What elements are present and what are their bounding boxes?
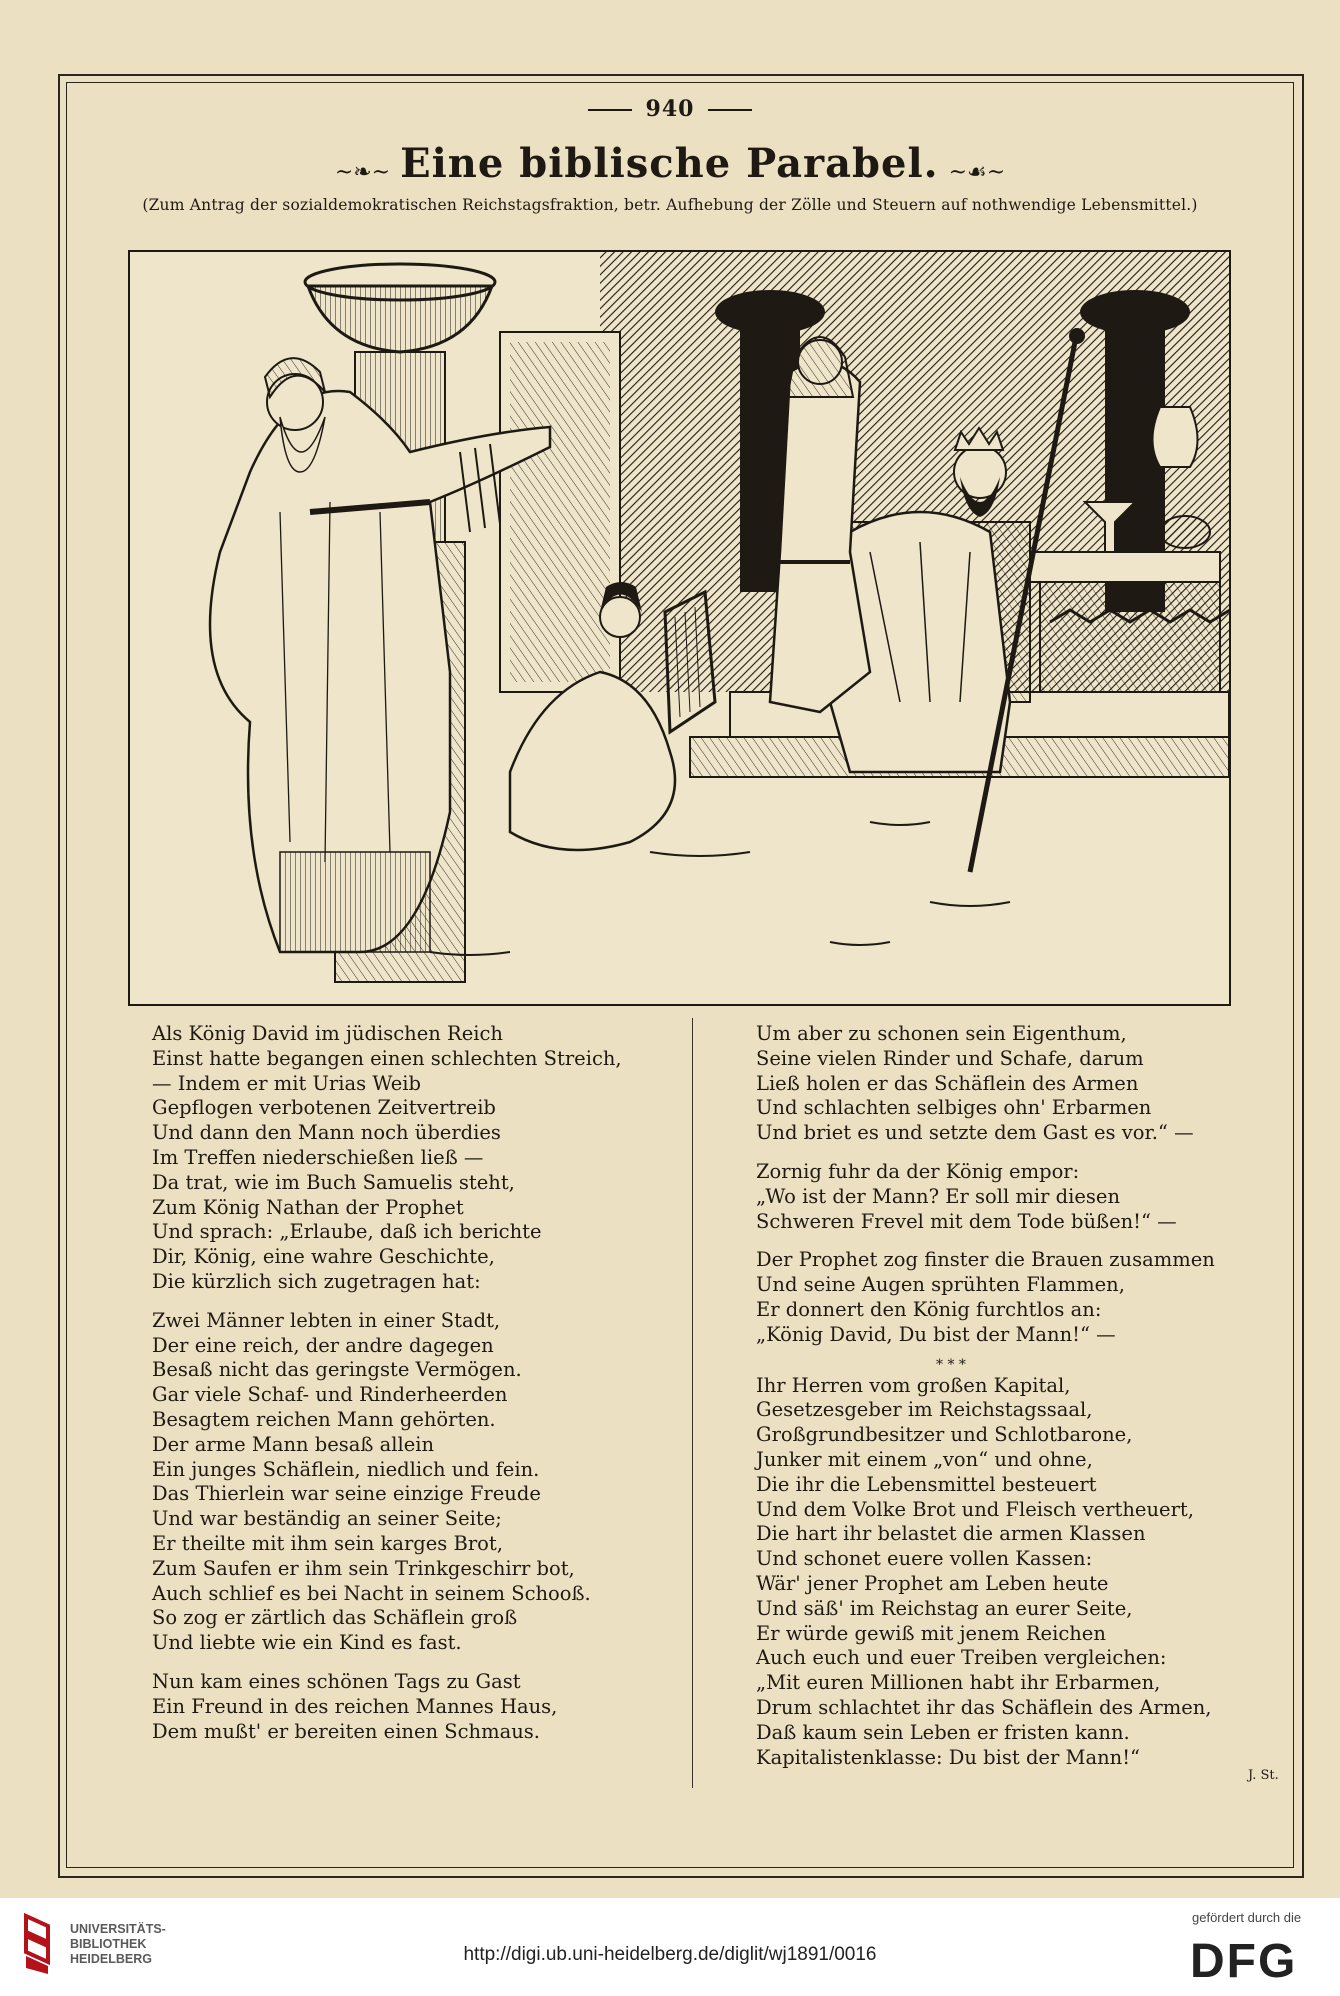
poem-line: Dir, König, eine wahre Geschichte, — [152, 1245, 495, 1269]
poem-line: Ihr Herren vom großen Kapital, — [756, 1373, 1071, 1397]
column-divider — [692, 1018, 693, 1788]
poem-stanza — [152, 1022, 622, 1295]
permalink-url[interactable]: http://digi.ub.uni-heidelberg.de/diglit/wj1891/0016 — [463, 1944, 877, 1965]
poem-stanza — [756, 1022, 1215, 1146]
poem-stanza — [152, 1670, 622, 1744]
poem-line: Ließ holen er das Schäflein des Armen — [756, 1071, 1139, 1095]
page-subtitle: (Zum Antrag der sozialdemokratischen Reichstagsfraktion, betr. Aufhebung der Zölle und Steuern auf nothwendige Lebensmittel.) — [142, 196, 1198, 214]
poem-line: Zornig fuhr da der König empor: — [756, 1159, 1080, 1183]
poem-line: Wär' jener Prophet am Leben heute — [756, 1571, 1109, 1595]
poem-line: Und säß' im Reichstag an eurer Seite, — [756, 1596, 1133, 1620]
poem-line: Die kürzlich sich zugetragen hat: — [152, 1269, 481, 1293]
poem-line: „Mit euren Millionen habt ihr Erbarmen, — [756, 1671, 1161, 1695]
poem-line: Und war beständig an seiner Seite; — [152, 1507, 502, 1531]
poem-line: Dem mußt' er bereiten einen Schmaus. — [152, 1719, 541, 1743]
poem-line: Gar viele Schaf- und Rinderheerden — [152, 1383, 508, 1407]
poem-line: Um aber zu schonen sein Eigenthum, — [756, 1022, 1127, 1045]
page-number — [0, 96, 1340, 122]
poem-stanza — [756, 1248, 1215, 1347]
poem-line: Und schonet euere vollen Kassen: — [756, 1547, 1093, 1571]
poem-line: Zum Saufen er ihm sein Trinkgeschirr bot, — [152, 1556, 575, 1580]
poem-line: Auch schlief es bei Nacht in seinem Schooß. — [152, 1581, 591, 1605]
poem-stanza — [756, 1374, 1215, 1771]
poem-line: Der eine reich, der andre dagegen — [152, 1333, 494, 1357]
library-name-line1: UNIVERSITÄTS- — [70, 1922, 166, 1936]
poem-line: Als König David im jüdischen Reich — [152, 1022, 503, 1045]
poem-line: Zwei Männer lebten in einer Stadt, — [152, 1308, 501, 1332]
poem-line: Und sprach: „Erlaube, daß ich berichte — [152, 1220, 542, 1244]
poem-line: Junker mit einem „von“ und ohne, — [756, 1447, 1093, 1471]
page-title: Eine biblische Parabel. — [400, 140, 939, 187]
poem-line: Drum schlachtet ihr das Schäflein des Armen, — [756, 1695, 1212, 1719]
poem-stanza — [152, 1309, 622, 1656]
poem-line: So zog er zärtlich das Schäflein groß — [152, 1606, 518, 1630]
section-stars: * * * — [936, 1356, 966, 1373]
engraving-illustration — [128, 250, 1231, 1006]
poem-line: „Wo ist der Mann? Er soll mir diesen — [756, 1184, 1121, 1208]
poem-line: Gesetzesgeber im Reichstagssaal, — [756, 1398, 1093, 1422]
poem-line: Daß kaum sein Leben er fristen kann. — [756, 1720, 1130, 1744]
funded-by-label: gefördert durch die — [1192, 1910, 1302, 1925]
poem-right-column — [756, 1022, 1215, 1784]
ornament-right-icon: ~☙~ — [948, 160, 1006, 185]
author-signature: J. St. — [1248, 1768, 1279, 1783]
poem-line: Und dem Volke Brot und Fleisch vertheuert, — [756, 1497, 1194, 1521]
poem-line: Ein junges Schäflein, niedlich und fein. — [152, 1457, 540, 1481]
title-row — [0, 140, 1340, 187]
page-number-rule-right — [708, 109, 752, 111]
illustration-svg — [130, 252, 1229, 1004]
poem-line: Auch euch und euer Treiben vergleichen: — [756, 1646, 1167, 1670]
poem-line: Das Thierlein war seine einzige Freude — [152, 1482, 541, 1506]
poem-line: Schweren Frevel mit dem Tode büßen!“ — — [756, 1209, 1177, 1233]
poem-line: Gepflogen verbotenen Zeitvertreib — [152, 1096, 496, 1120]
poem-line: Da trat, wie im Buch Samuelis steht, — [152, 1170, 515, 1194]
poem-line: Und briet es und setzte dem Gast es vor.“ — — [756, 1121, 1194, 1145]
poem-line: Ein Freund in des reichen Mannes Haus, — [152, 1694, 558, 1718]
poem-line: Der Prophet zog finster die Brauen zusammen — [756, 1248, 1215, 1272]
poem-line: — Indem er mit Urias Weib — [152, 1071, 422, 1095]
poem-line: Er würde gewiß mit jenem Reichen — [756, 1621, 1106, 1645]
poem-line: Der arme Mann besaß allein — [152, 1432, 435, 1456]
poem-left-column — [152, 1022, 622, 1758]
poem-line: Seine vielen Rinder und Schafe, darum — [756, 1046, 1144, 1070]
poem-line: Kapitalistenklasse: Du bist der Mann!“ — [756, 1745, 1141, 1769]
poem-line: Er theilte mit ihm sein karges Brot, — [152, 1531, 503, 1555]
poem-line: Die hart ihr belastet die armen Klassen — [756, 1522, 1146, 1546]
page-number-rule-left — [588, 109, 632, 111]
poem-line: Und schlachten selbiges ohn' Erbarmen — [756, 1096, 1152, 1120]
poem-line: Nun kam eines schönen Tags zu Gast — [152, 1669, 521, 1693]
poem-line: Die ihr die Lebensmittel besteuert — [756, 1472, 1097, 1496]
poem-line: Besaß nicht das geringste Vermögen. — [152, 1358, 522, 1382]
poem-line: Großgrundbesitzer und Schlotbarone, — [756, 1423, 1133, 1447]
poem-line: „König David, Du bist der Mann!“ — — [756, 1322, 1116, 1346]
dfg-logo[interactable]: DFG — [1190, 1935, 1298, 1988]
poem-stanza — [756, 1160, 1215, 1234]
library-name-line3: HEIDELBERG — [70, 1952, 152, 1966]
poem-line: Einst hatte begangen einen schlechten Streich, — [152, 1046, 622, 1070]
poem-line: Und seine Augen sprühten Flammen, — [756, 1273, 1125, 1297]
ornament-left-icon: ~❧~ — [334, 160, 391, 185]
library-name-line2: BIBLIOTHEK — [70, 1937, 147, 1951]
poem-line: Und liebte wie ein Kind es fast. — [152, 1631, 462, 1655]
poem-line: Besagtem reichen Mann gehörten. — [152, 1407, 496, 1431]
poem-line: Im Treffen niederschießen ließ — — [152, 1145, 484, 1169]
poem-line: Zum König Nathan der Prophet — [152, 1195, 464, 1219]
poem-line: Und dann den Mann noch überdies — [152, 1121, 501, 1145]
poem-line: Er donnert den König furchtlos an: — [756, 1297, 1102, 1321]
page-number-text: 940 — [645, 96, 695, 122]
